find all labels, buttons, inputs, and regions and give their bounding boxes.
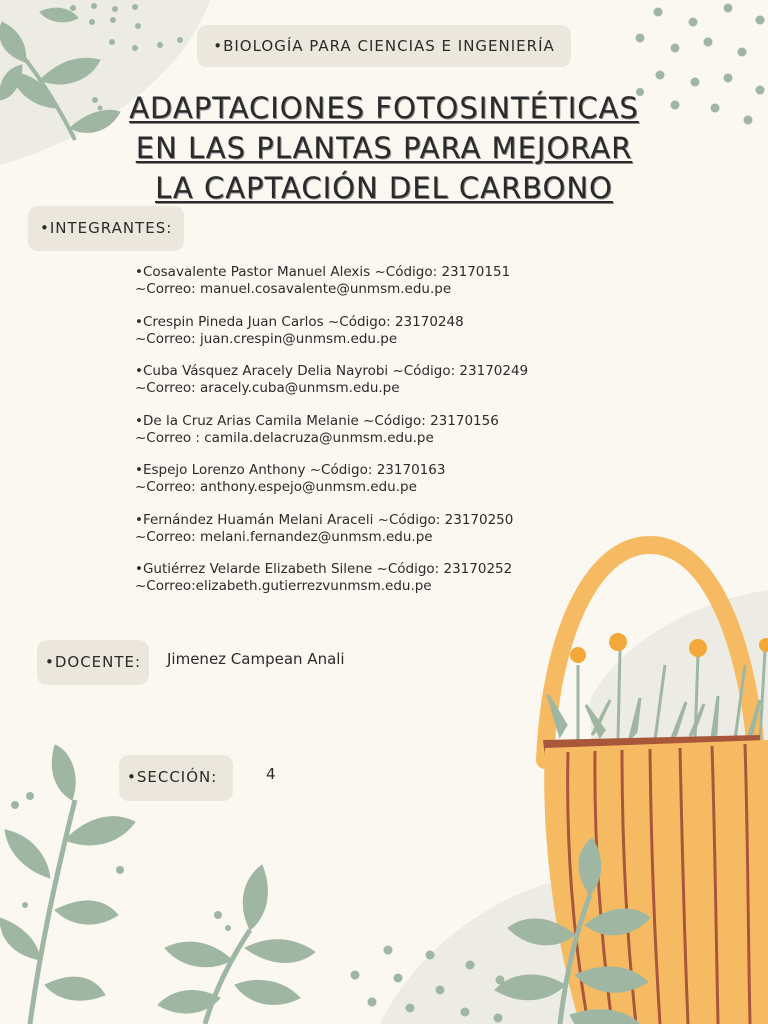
teacher-name: Jimenez Campean Anali [167, 650, 345, 668]
member-email: ~Correo:elizabeth.gutierrezvunmsm.edu.pe [135, 578, 432, 594]
list-item [135, 462, 528, 512]
member-email: ~Correo : camila.delacruza@unmsm.edu.pe [135, 429, 434, 446]
page-title [104, 88, 664, 208]
title-line-2: EN LAS PLANTAS PARA MEJORAR [135, 131, 633, 165]
member-email: ~Correo: manuel.cosavalente@unmsm.edu.pe [135, 281, 452, 297]
member-name: •Cuba Vásquez Aracely Delia Nayrobi ~Código: 23170249 [135, 363, 529, 379]
leaf-branch-icon [158, 865, 315, 1024]
list-item [135, 264, 528, 314]
section-badge [119, 755, 233, 801]
leaf-branch-icon [0, 745, 135, 1024]
member-email: ~Correo: anthony.espejo@unmsm.edu.pe [135, 479, 417, 495]
teacher-badge [37, 640, 149, 685]
teacher-label: •DOCENTE: [45, 653, 142, 671]
list-item [135, 413, 528, 463]
section-value: 4 [266, 765, 276, 783]
title-line-1: ADAPTACIONES FOTOSINTÉTICAS [129, 91, 639, 125]
member-name: •Gutiérrez Velarde Elizabeth Silene ~Código: 23170252 [135, 561, 513, 577]
member-name: •Crespin Pineda Juan Carlos ~Código: 23170248 [135, 313, 464, 330]
members-badge [28, 206, 184, 251]
member-name: •Cosavalente Pastor Manuel Alexis ~Código: 23170151 [135, 264, 511, 280]
member-email: ~Correo: melani.fernandez@unmsm.edu.pe [135, 528, 433, 545]
member-name: •De la Cruz Arias Camila Melanie ~Código: 23170156 [135, 412, 499, 429]
subject-label: •BIOLOGÍA PARA CIENCIAS E INGENIERÍA [213, 37, 555, 55]
member-name: •Espejo Lorenzo Anthony ~Código: 23170163 [135, 462, 446, 478]
list-item [135, 314, 528, 364]
title-line-3: LA CAPTACIÓN DEL CARBONO [155, 171, 613, 205]
flower-basket-icon [543, 545, 768, 1024]
list-item [135, 512, 528, 562]
list-item [135, 363, 528, 413]
list-item [135, 561, 528, 611]
subject-badge [197, 25, 571, 67]
members-list [135, 264, 528, 611]
member-name: •Fernández Huamán Melani Araceli ~Código: 23170250 [135, 511, 514, 528]
section-label: •SECCIÓN: [127, 768, 218, 786]
member-email: ~Correo: juan.crespin@unmsm.edu.pe [135, 330, 398, 347]
members-label: •INTEGRANTES: [40, 219, 173, 237]
member-email: ~Correo: aracely.cuba@unmsm.edu.pe [135, 380, 400, 396]
